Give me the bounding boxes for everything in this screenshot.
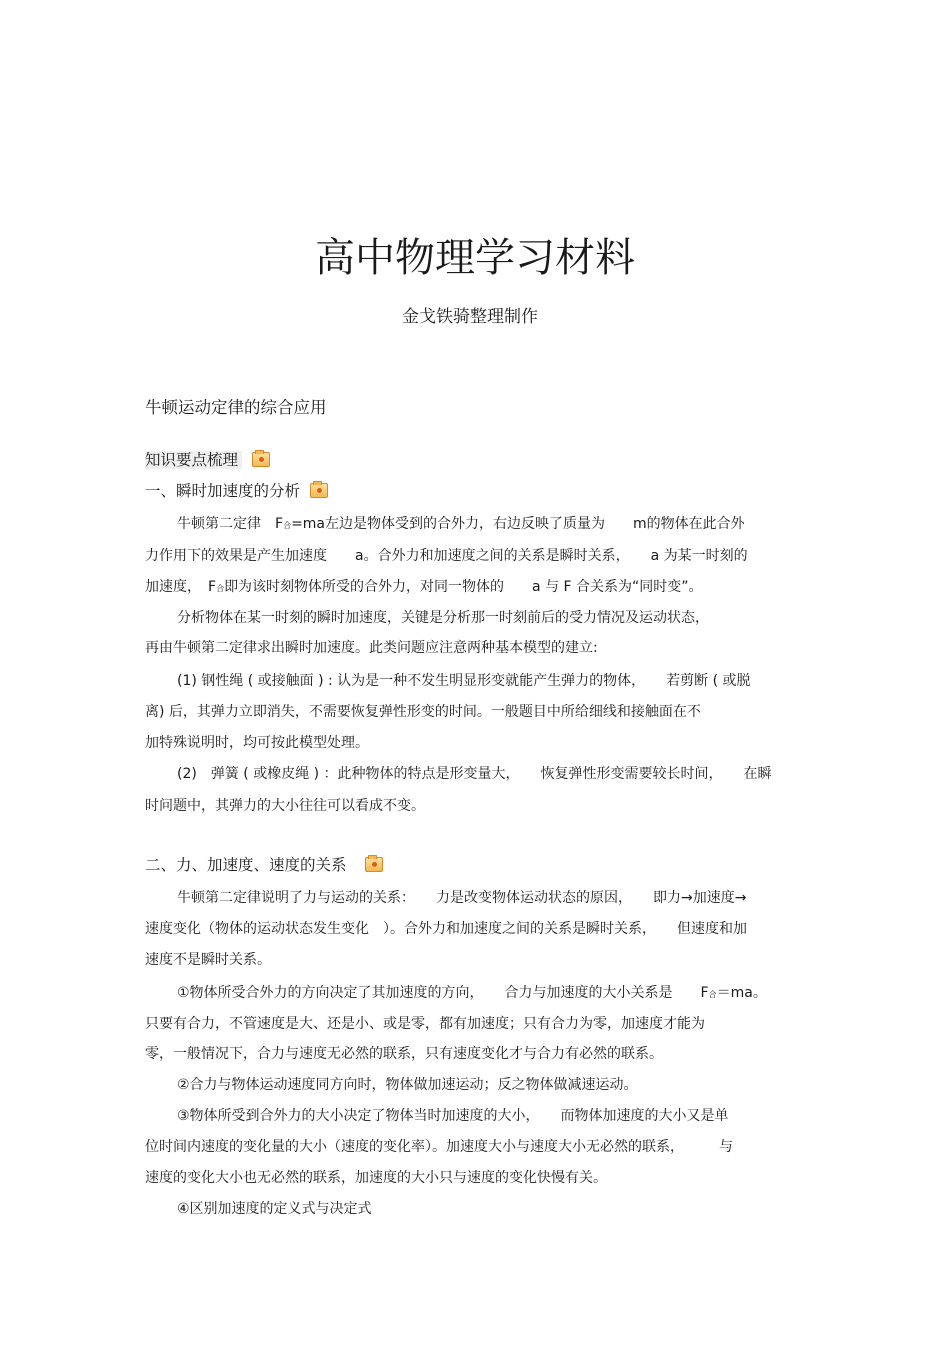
page-subtitle: 金戈铁骑整理制作 — [402, 307, 538, 327]
section-2-p4-line-2: 位时间内速度的变化量的大小（速度的变化率）。加速度大小与速度大小无必然的联系， 与 — [145, 1139, 733, 1155]
section-2-p1-line-2: 速度变化（物体的运动状态发生变化 ）。合外力和加速度之间的关系是瞬时关系， 但速度和加 — [145, 921, 747, 937]
section-2-p4-line-3: 速度的变化大小也无必然的联系，加速度的大小只与速度的变化快慢有关。 — [145, 1170, 607, 1186]
section-2-p1-line-1: 牛顿第二定律说明了力与运动的关系： 力是改变物体运动状态的原因， 即力→加速度→ — [177, 890, 747, 906]
section-1-p1-line-1: 牛顿第二定律 F合=ma左边是物体受到的合外力，右边反映了质量为 m的物体在此合外 — [177, 516, 745, 532]
knowledge-heading-label: 知识要点梳理 — [145, 451, 242, 469]
section-1-p2-line-2: 再由牛顿第二定律求出瞬时加速度。此类问题应注意两种基本模型的建立: — [145, 640, 598, 656]
section-1-p1-line-3: 加速度， F合即为该时刻物体所受的合外力，对同一物体的 a 与 F 合关系为“同时变”。 — [145, 579, 703, 595]
knowledge-heading — [145, 448, 270, 472]
page-title: 高中物理学习材料 — [315, 235, 635, 281]
section-2-p3-line-1: ②合力与物体运动速度同方向时，物体做加速运动；反之物体做减速运动。 — [177, 1077, 638, 1093]
section-1-p3-line-3: 加特殊说明时，均可按此模型处理。 — [145, 735, 369, 751]
section-1-p1-line-2: 力作用下的效果是产生加速度 a。合外力和加速度之间的关系是瞬时关系， a 为某一时刻的 — [145, 548, 748, 564]
section-1-p3-line-2: 离) 后，其弹力立即消失，不需要恢复弹性形变的时间。一般题目中所给细线和接触面在不 — [145, 704, 701, 720]
section-1-p3-line-1: (1) 钢性绳 ( 或接触面 ) : 认为是一种不发生明显形变就能产生弹力的物体， 若剪断 ( 或脱 — [177, 673, 751, 689]
section-2-p5-line-1: ④区别加速度的定义式与决定式 — [177, 1201, 372, 1217]
folder-icon[interactable] — [310, 483, 328, 498]
section-2-heading — [145, 853, 383, 877]
section-1-p4-line-1: (2) 弹簧 ( 或橡皮绳 ) ：此种物体的特点是形变量大， 恢复弹性形变需要较长时间， 在瞬 — [177, 766, 772, 782]
section-2-p2-line-1: ①物体所受合外力的方向决定了其加速度的方向， 合力与加速度的大小关系是 F合＝ma。 — [177, 985, 767, 1001]
section-2-p2-line-3: 零，一般情况下，合力与速度无必然的联系，只有速度变化才与合力有必然的联系。 — [145, 1046, 663, 1062]
section-1-heading-label: 一、瞬时加速度的分析 — [145, 482, 301, 500]
section-2-p4-line-1: ③物体所受到合外力的大小决定了物体当时加速度的大小， 而物体加速度的大小又是单 — [177, 1108, 729, 1124]
section-1-heading — [145, 479, 328, 503]
section-1-p2-line-1: 分析物体在某一时刻的瞬时加速度，关键是分析那一时刻前后的受力情况及运动状态， — [177, 610, 709, 626]
section-2-p2-line-2: 只要有合力，不管速度是大、还是小、或是零，都有加速度；只有合力为零，加速度才能为 — [145, 1016, 705, 1032]
topic-heading: 牛顿运动定律的综合应用 — [145, 398, 327, 417]
section-2-p1-line-3: 速度不是瞬时关系。 — [145, 952, 271, 968]
folder-icon[interactable] — [252, 452, 270, 467]
section-1-p4-line-2: 时问题中，其弹力的大小往往可以看成不变。 — [145, 798, 425, 814]
section-2-heading-label: 二、力、加速度、速度的关系 — [145, 856, 347, 874]
folder-icon[interactable] — [365, 857, 383, 872]
